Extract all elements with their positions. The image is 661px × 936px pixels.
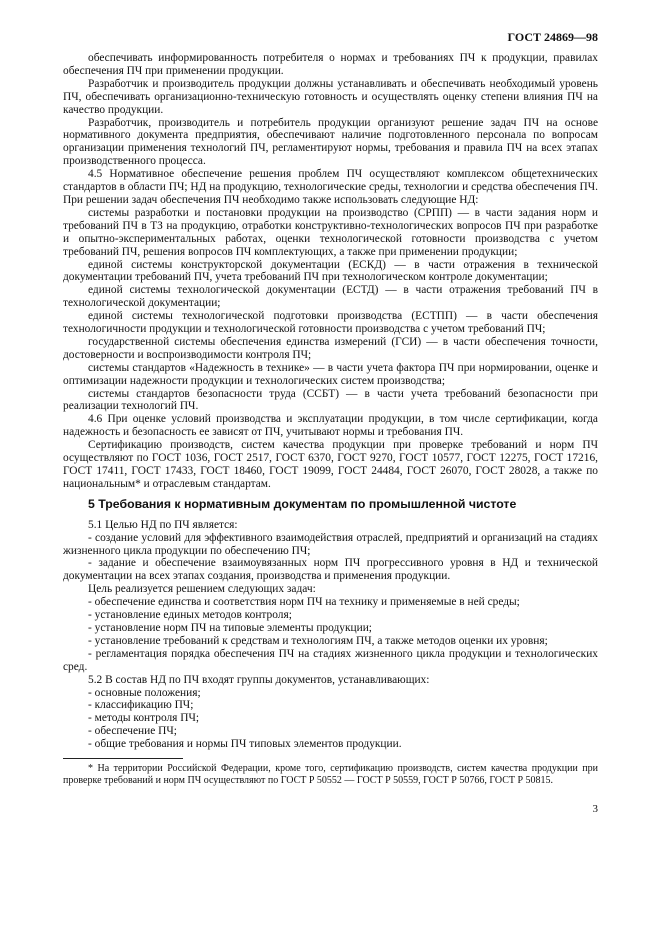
paragraph: 5.2 В состав НД по ПЧ входят группы документов, устанавливающих: bbox=[88, 673, 430, 686]
paragraph: Разработчик, производитель и потребитель продукции организуют решение задач ПЧ на основе нормативного документа предприятия, обеспечивают наличие подготовленного персонала по вопросам организации применения технологий ПЧ, регламентируют нормы, требования и правила ПЧ на всех этапах производственного процесса. bbox=[63, 116, 598, 168]
section-heading: 5 Требования к нормативным документам по промышленной чистоте bbox=[88, 496, 517, 511]
list-item: - основные положения; bbox=[88, 686, 201, 699]
paragraph: государственной системы обеспечения единства измерений (ГСИ) — в части обеспечения точности, достоверности и воспроизводимости контроля ПЧ; bbox=[63, 335, 598, 361]
page-body bbox=[63, 52, 598, 751]
list-item: - создание условий для эффективного взаимодействия отраслей, предприятий и организаций на стадиях жизненного цикла продукции по обеспечению ПЧ; bbox=[63, 531, 598, 557]
footnote-separator bbox=[63, 758, 183, 759]
paragraph: единой системы конструкторской документации (ЕСКД) — в части отражения в технической документации требований ПЧ, учета требований ПЧ при технологическом контроле документации; bbox=[63, 258, 598, 284]
paragraph: системы разработки и постановки продукции на производство (СРПП) — в части задания норм и требований ПЧ в ТЗ на продукцию, отработки конструктивно-технологических вопросов ПЧ при разработке и опытно-экспериментальных работах, оценки технологической готовности производства с учетом требований ПЧ, решения вопросов ПЧ комплектующих, а также при применении продукции; bbox=[63, 206, 598, 258]
paragraph: Цель реализуется решением следующих задач: bbox=[88, 583, 316, 596]
paragraph: Сертификацию производств, систем качества продукции при проверке требований и норм ПЧ осуществляют по ГОСТ 1036, ГОСТ 2517, ГОСТ 6370, ГОСТ 9270, ГОСТ 10577, ГОСТ 12275, ГОСТ 17216, ГОСТ 17411, ГОСТ 17433, ГОСТ 18460, ГОСТ 19099, ГОСТ 24484, ГОСТ 26070, ГОСТ 28028, а также по национальным* и отраслевым стандартам. bbox=[63, 439, 598, 490]
paragraph: обеспечивать информированность потребителя о нормах и требованиях ПЧ к продукции, правилах обеспечения ПЧ при применении продукции. bbox=[63, 52, 598, 77]
list-item: - обеспечение ПЧ; bbox=[88, 725, 177, 738]
list-item: - обеспечение единства и соответствия норм ПЧ на технику и применяемые в ней среды; bbox=[88, 596, 520, 609]
list-item: - задание и обеспечение взаимоувязанных норм ПЧ прогрессивного уровня в НД и технической документации на всех этапах создания, производства и применения продукции. bbox=[63, 557, 598, 583]
document-header: ГОСТ 24869—98 bbox=[507, 30, 598, 44]
footnote: * На территории Российской Федерации, кроме того, сертификацию производств, систем качества продукции при проверке требований и норм ПЧ осуществляют по ГОСТ Р 50552 — ГОСТ Р 50559, ГОСТ Р 50766, ГОСТ Р 50815. bbox=[63, 763, 598, 786]
paragraph: 5.1 Целью НД по ПЧ является: bbox=[88, 518, 238, 531]
paragraph: 4.6 При оценке условий производства и эксплуатации продукции, в том числе сертификации, когда надежность и безопасность ее зависят от ПЧ, учитывают нормы и требования ПЧ. bbox=[63, 413, 598, 439]
paragraph: единой системы технологической документации (ЕСТД) — в части отражения требований ПЧ в технологической документации; bbox=[63, 284, 598, 310]
list-item: - классификацию ПЧ; bbox=[88, 699, 194, 712]
list-item: - установление требований к средствам и технологиям ПЧ, а также методов оценки их уровня; bbox=[88, 634, 548, 647]
list-item: - установление единых методов контроля; bbox=[88, 609, 292, 622]
paragraph: Разработчик и производитель продукции должны устанавливать и обеспечивать необходимый уровень ПЧ, обеспечивать организационно-техническую готовность и осуществлять оценку степени влияния ПЧ на качество продукции. bbox=[63, 77, 598, 116]
paragraph: единой системы технологической подготовки производства (ЕСТПП) — в части обеспечения технологичности продукции и технологической готовности производства с учетом требований ПЧ; bbox=[63, 310, 598, 336]
page-number: 3 bbox=[592, 803, 598, 815]
list-item: - установление норм ПЧ на типовые элементы продукции; bbox=[88, 621, 372, 634]
list-item: - регламентация порядка обеспечения ПЧ на стадиях жизненного цикла продукции и технологических сред. bbox=[63, 647, 598, 673]
paragraph: 4.5 Нормативное обеспечение решения проблем ПЧ осуществляют комплексом общетехнических стандартов в области ПЧ; НД на продукцию, технологические среды, технологии и средства обеспечения ПЧ. При решении задач обеспечения ПЧ необходимо также использовать следующие НД: bbox=[63, 168, 598, 206]
paragraph: системы стандартов «Надежность в технике» — в части учета фактора ПЧ при нормировании, оценке и оптимизации надежности продукции и технологических систем производства; bbox=[63, 361, 598, 387]
list-item: - методы контроля ПЧ; bbox=[88, 712, 200, 725]
list-item: - общие требования и нормы ПЧ типовых элементов продукции. bbox=[88, 738, 402, 751]
paragraph: системы стандартов безопасности труда (ССБТ) — в части учета требований безопасности при реализации технологий ПЧ. bbox=[63, 387, 598, 413]
